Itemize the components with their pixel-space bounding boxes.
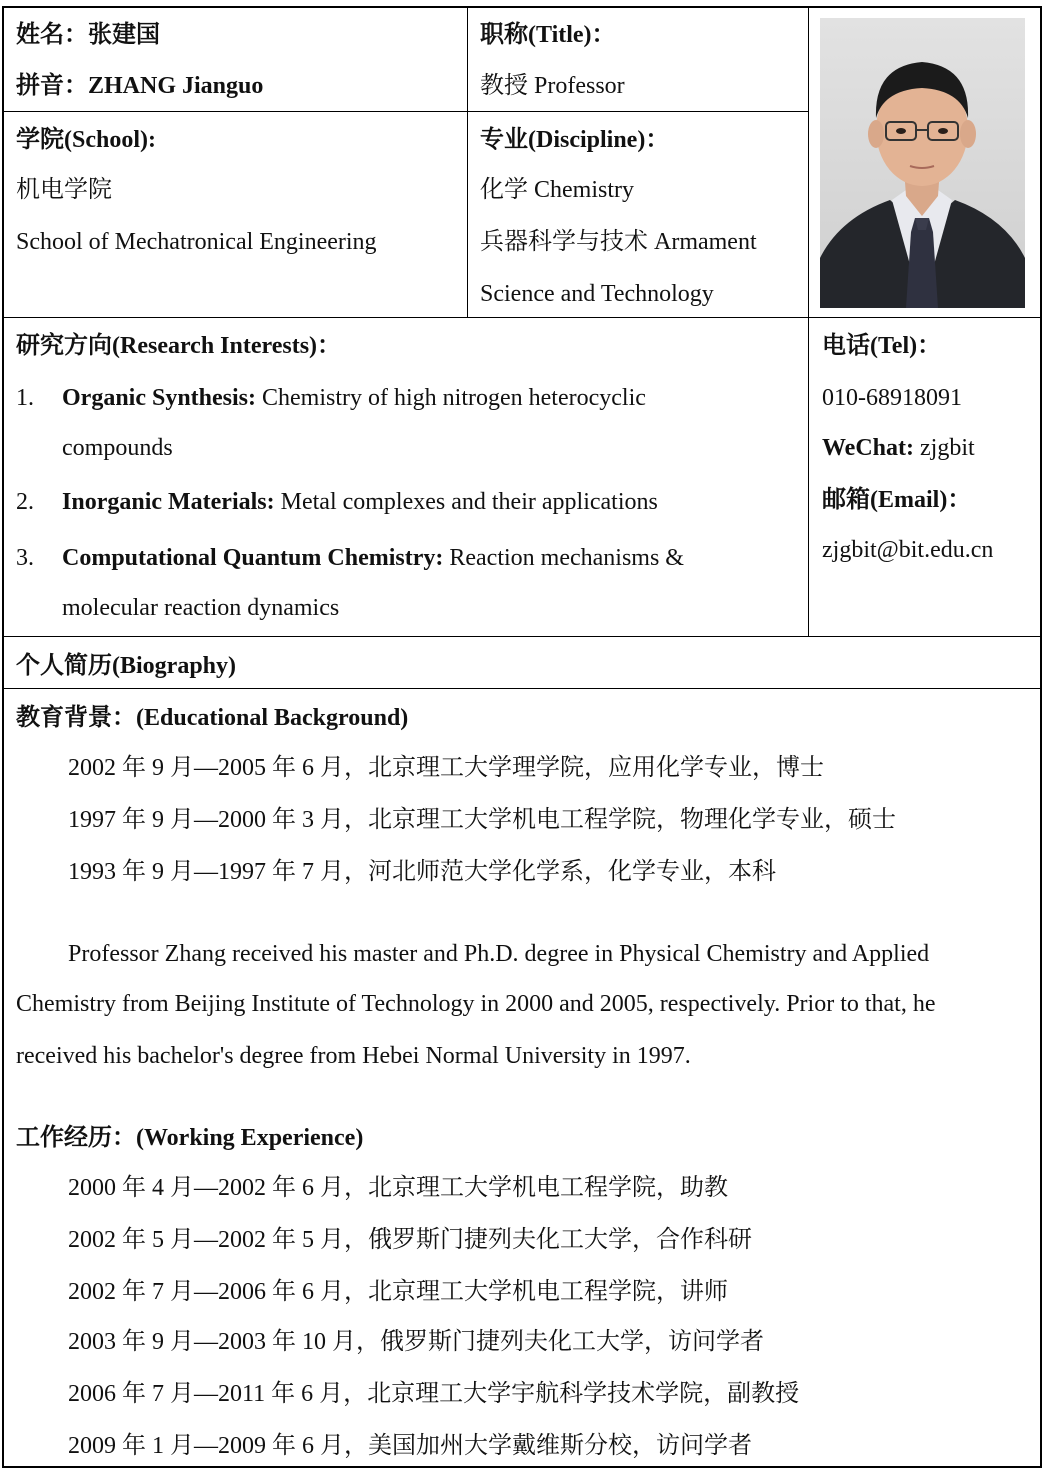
research-item-1-text: Chemistry of high nitrogen heterocyclic: [256, 385, 646, 411]
email-label: 邮箱(Email)：: [822, 487, 972, 513]
discipline-1: 化学 Chemistry: [480, 177, 634, 203]
tel-value[interactable]: 010-68918091: [822, 385, 962, 411]
bio-paragraph-line: received his bachelor's degree from Hebei Normal University in 1997.: [16, 1043, 691, 1069]
title-value: 教授 Professor: [480, 73, 625, 99]
divider-h-4: [2, 688, 1042, 689]
research-item-2-text: Metal complexes and their applications: [274, 489, 658, 515]
school-label: 学院(School):: [16, 127, 156, 153]
work-item: 2003 年 9 月—2003 年 10 月，俄罗斯门捷列夫化工大学，访问学者: [68, 1329, 764, 1355]
wechat-label: WeChat:: [822, 435, 914, 461]
work-item: 2000 年 4 月—2002 年 6 月，北京理工大学机电工程学院，助教: [68, 1175, 728, 1201]
research-item-1-title: Organic Synthesis:: [62, 385, 257, 411]
work-item: 2006 年 7 月—2011 年 6 月，北京理工大学宇航科学技术学院，副教授: [68, 1381, 800, 1407]
portrait-photo: [820, 18, 1025, 308]
research-item-3-num: 3.: [16, 545, 34, 571]
divider-h-3: [2, 636, 1042, 637]
education-item: 1993 年 9 月—1997 年 7 月，河北师范大学化学系，化学专业，本科: [68, 859, 776, 885]
biography-label: 个人简历(Biography): [16, 653, 237, 679]
research-item-1-num: 1.: [16, 385, 34, 411]
discipline-label: 专业(Discipline)：: [480, 127, 670, 153]
bio-paragraph-line: Chemistry from Beijing Institute of Technology in 2000 and 2005, respectively. Prior to that, he: [16, 991, 936, 1017]
education-item: 2002 年 9 月—2005 年 6 月，北京理工大学理学院，应用化学专业，博士: [68, 755, 824, 781]
portrait-illustration: [820, 18, 1025, 308]
research-item-2: [62, 487, 658, 517]
divider-h-1: [2, 111, 808, 112]
research-label: 研究方向(Research Interests)：: [16, 333, 342, 359]
research-item-2-title: Inorganic Materials:: [62, 489, 275, 515]
work-item: 2002 年 7 月—2006 年 6 月，北京理工大学机电工程学院，讲师: [68, 1279, 728, 1305]
school-cn: 机电学院: [16, 177, 112, 203]
divider-v-1: [467, 6, 468, 318]
email-value[interactable]: zjgbit@bit.edu.cn: [822, 537, 994, 563]
research-item-3-text: Reaction mechanisms &: [443, 545, 684, 571]
education-label: 教育背景：(Educational Background): [16, 705, 409, 731]
research-item-3-cont: molecular reaction dynamics: [62, 595, 340, 621]
divider-h-2: [2, 317, 1042, 318]
research-item-3-title: Computational Quantum Chemistry:: [62, 545, 444, 571]
research-item-2-num: 2.: [16, 489, 34, 515]
tel-label: 电话(Tel)：: [822, 333, 942, 359]
discipline-3: Science and Technology: [480, 281, 714, 307]
work-item: 2009 年 1 月—2009 年 6 月，美国加州大学戴维斯分校，访问学者: [68, 1433, 752, 1459]
research-item-1-cont: compounds: [62, 435, 173, 461]
work-label: 工作经历：(Working Experience): [16, 1125, 364, 1151]
work-item: 2002 年 5 月—2002 年 5 月，俄罗斯门捷列夫化工大学，合作科研: [68, 1227, 752, 1253]
wechat-line: [822, 433, 975, 463]
divider-v-2: [808, 6, 809, 636]
name-label: 姓名：张建国: [16, 22, 160, 48]
pinyin-label: 拼音：ZHANG Jianguo: [16, 73, 264, 99]
bio-paragraph-line: Professor Zhang received his master and Ph.D. degree in Physical Chemistry and Applied: [68, 941, 930, 967]
research-item-3: [62, 543, 684, 573]
school-en: School of Mechatronical Engineering: [16, 229, 377, 255]
wechat-value: zjgbit: [914, 435, 975, 461]
discipline-2: 兵器科学与技术 Armament: [480, 229, 757, 255]
title-label: 职称(Title)：: [480, 22, 616, 48]
research-item-1: [62, 383, 646, 413]
education-item: 1997 年 9 月—2000 年 3 月，北京理工大学机电工程学院，物理化学专业，硕士: [68, 807, 896, 833]
